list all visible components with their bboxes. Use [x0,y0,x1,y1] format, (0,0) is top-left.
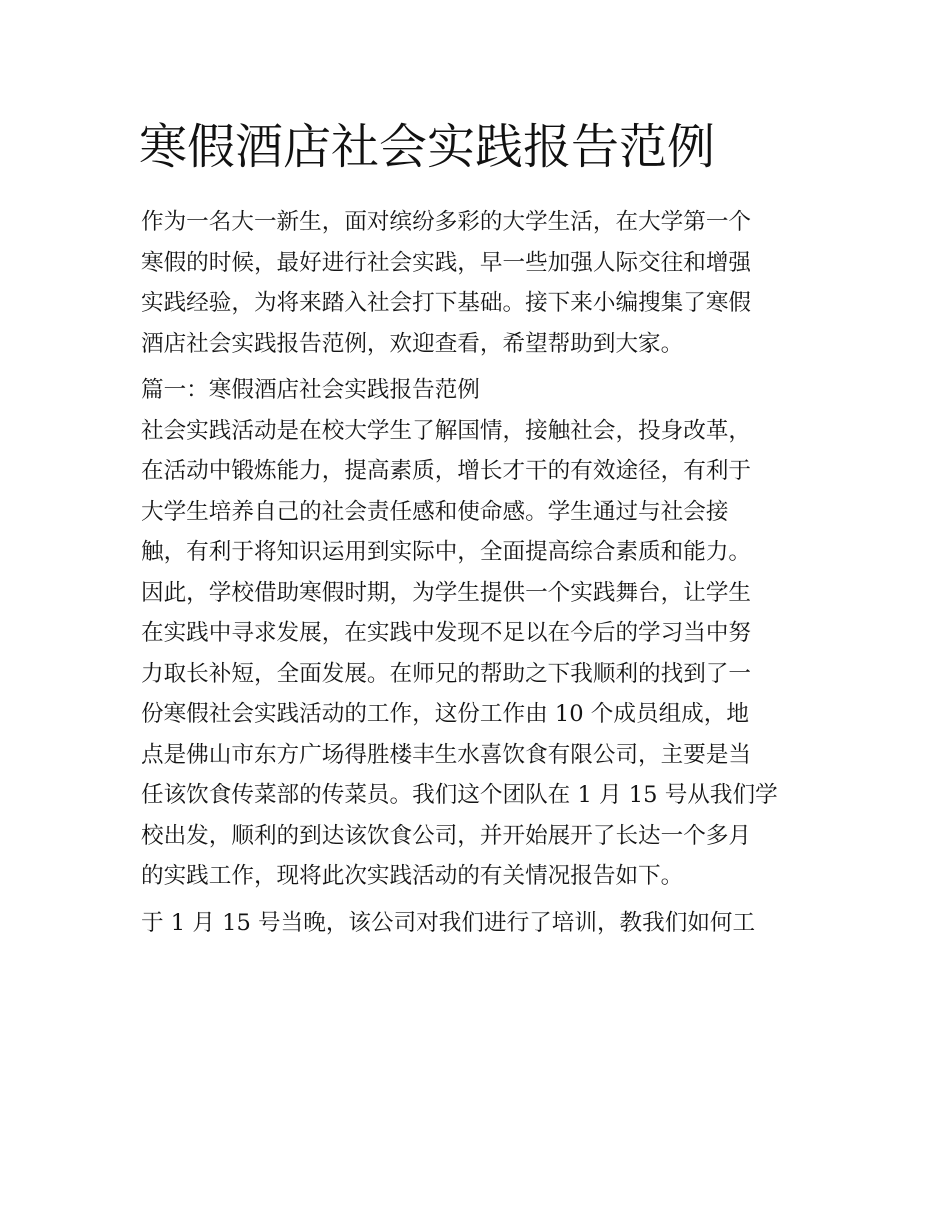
body-line: 社会实践活动是在校大学生了解国情，接触社会，投身改革， [141,417,752,444]
body-line: 任该饮食传菜部的传菜员。我们这个团队在 1 月 15 号从我们学 [141,782,778,808]
body-line: 触，有利于将知识运用到实际中，全面提高综合素质和能力。 [141,539,752,565]
body-line: 大学生培养自己的社会责任感和使命感。学生通过与社会接 [141,498,729,525]
body-line: 校出发，顺利的到达该饮食公司，并开始展开了长达一个多月 [141,822,752,849]
body-line: 在活动中锻炼能力，提高素质，增长才干的有效途径，有利于 [141,458,752,484]
body-line: 的实践工作，现将此次实践活动的有关情况报告如下。 [141,863,684,889]
document-body [141,202,813,943]
body-line: 在实践中寻求发展，在实践中发现不足以在今后的学习当中努 [141,620,752,646]
body-line: 实践经验，为将来踏入社会打下基础。接下来小编搜集了寒假 [141,290,752,316]
document-title: 寒假酒店社会实践报告范例 [139,119,716,175]
body-line: 寒假的时候，最好进行社会实践，早一些加强人际交往和增强 [141,249,752,276]
body-line: 力取长补短，全面发展。在师兄的帮助之下我顺利的找到了一 [141,660,752,687]
body-line: 点是佛山市东方广场得胜楼丰生水喜饮食有限公司，主要是当 [141,741,752,768]
body-line: 因此，学校借助寒假时期，为学生提供一个实践舞台，让学生 [141,579,752,606]
section-heading: 篇一：寒假酒店社会实践报告范例 [141,377,480,403]
body-line: 于 1 月 15 号当晚，该公司对我们进行了培训，教我们如何工 [141,909,756,936]
body-line: 酒店社会实践报告范例，欢迎查看，希望帮助到大家。 [141,330,684,357]
body-line: 作为一名大一新生，面对缤纷多彩的大学生活，在大学第一个 [141,209,752,235]
body-line: 份寒假社会实践活动的工作，这份工作由 10 个成员组成，地 [141,701,749,727]
